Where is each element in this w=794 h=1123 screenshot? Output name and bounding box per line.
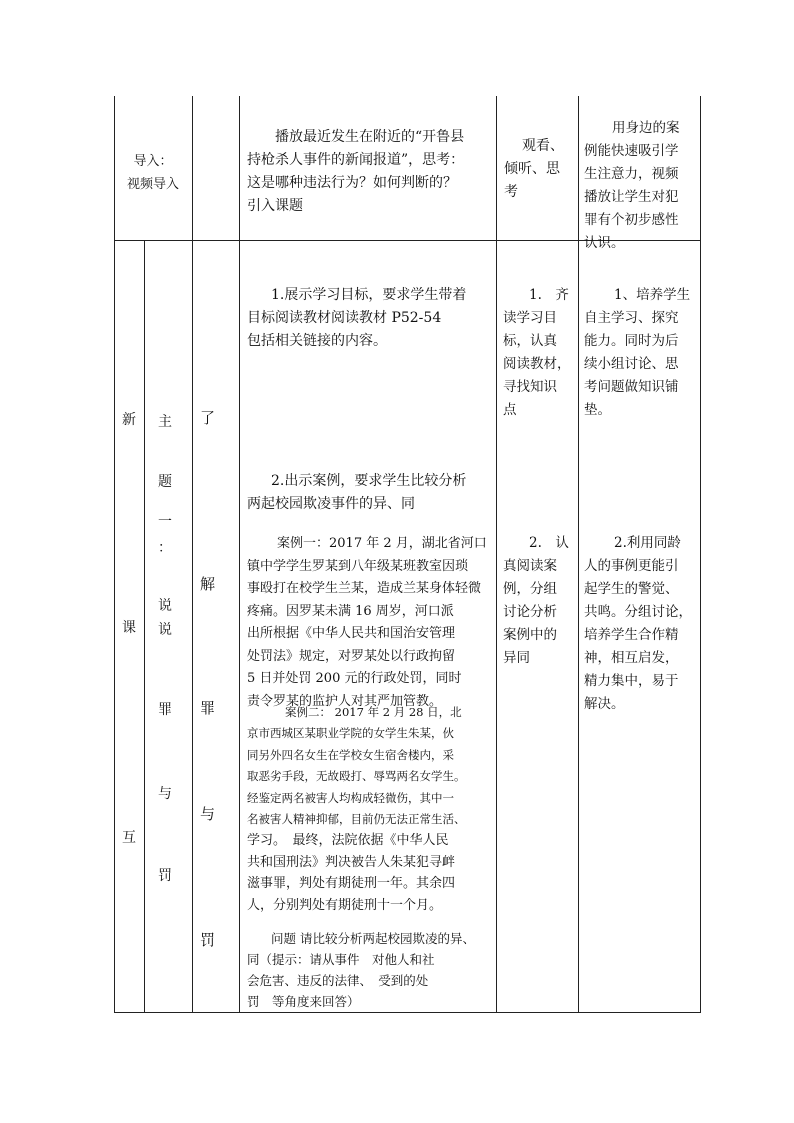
topic-char-7: 罪	[158, 702, 172, 718]
intro-activity: 播放最近发生在附近的“开鲁县 持枪杀人事件的新闻报道”，思考： 这是哪种违法行为？如何判断的？ 引入课题	[247, 129, 465, 214]
design-intent-2: 2.利用同龄 人的事例更能引 起学生的警觉、 共鸣。分组讨论， 培养学生合作精 神，相互启发， 精力集中，易于 解决。	[584, 535, 692, 712]
intro-label	[114, 150, 192, 196]
section-char-ke: 课	[122, 620, 136, 636]
topic-char-3: 一	[158, 514, 172, 530]
intro-label-line1: 导入：	[133, 154, 173, 169]
question-text: 问题 请比较分析两起校园欺凌的异、 同（提示：请从事件 对他人和社 会危害、违反的法律、 受到的处 罚 等角度来回答）	[247, 931, 475, 1009]
task1-text: 1.展示学习目标，要求学生带着 目标阅读教材阅读教材 P52-54 包括相关链接的内容。	[247, 287, 467, 349]
case1-text: 案例一：2017 年 2 月，湖北省河口 镇中学学生罗某到八年级某班教室因琐 事殴打在校学生兰某，造成兰某身体轻微 疼痛。因罗某未满 16 周岁，河口派 出所根据《中华人民共和国治安管理 处罚法》规定，对罗某处以行政拘留 5 日并处罚 200 元的行政处罚，同时 责令罗某的监护人对其严加管教。	[247, 536, 487, 709]
col-divider-4	[496, 96, 497, 1013]
design-intent-1: 1、培养学生 自主学习、探究 能力。同时为后 续小组讨论、思 考问题做知识铺 垫。	[584, 287, 691, 418]
table-border-bottom	[114, 1012, 700, 1013]
student-activity-1: 1. 齐 读学习目 标，认真 阅读教材， 寻找知识 点	[503, 287, 571, 418]
intro-student-activity: 观看、 倾听、思 考	[504, 138, 564, 200]
case2-text: 案例二： 2017 年 2 月 28 日，北 京市西城区某职业学院的女学生朱某，伙 同另外四名女生在学校女生宿舍楼内，采 取恶劣手段，无故殴打、辱骂两名女学生。 经鉴定两名被害人均构成轻微伤，其中一 名被害人精神抑郁，目前仍无法正常生活、 学习。 最终，法院依据《中华人民 共和国刑法》判决被告人朱某犯寻衅 滋事罪，判处有期徒刑一年。其余四 人，分别判处有期徒刑十一个月。	[247, 705, 466, 913]
topic-char-2: 题	[158, 474, 172, 490]
intro-label-line2: 视频导入	[126, 177, 179, 192]
col-divider-2	[192, 96, 193, 1013]
student-activity-2: 2. 认 真阅读案 例，分组 讨论分析 案例中的 异同	[503, 535, 569, 666]
intro-design-intent: 用身边的案 例能快速吸引学 生注意力，视频 播放让学生对犯 罪有个初步感性 认识。	[584, 120, 680, 251]
section-char-hu: 互	[122, 830, 136, 846]
topic-char-5: 说	[158, 598, 172, 614]
table-border-right	[700, 96, 701, 1013]
stage-char-4: 与	[200, 805, 216, 823]
section-char-xin: 新	[122, 412, 136, 428]
col-divider-1	[144, 240, 145, 1013]
task2-text: 2.出示案例，要求学生比较分析 两起校园欺凌事件的异、同	[247, 473, 467, 512]
topic-char-6: 说	[158, 622, 172, 638]
table-border-left	[114, 96, 115, 1013]
stage-char-5: 罚	[200, 931, 216, 949]
col-divider-5	[578, 96, 579, 1013]
topic-char-9: 罚	[158, 868, 172, 884]
col-divider-3	[239, 96, 240, 1013]
stage-char-3: 罪	[200, 699, 216, 717]
stage-char-2: 解	[200, 575, 216, 593]
topic-char-8: 与	[158, 786, 172, 802]
topic-char-4: ：	[158, 540, 172, 556]
topic-char-1: 主	[158, 414, 172, 430]
stage-char-1: 了	[200, 409, 216, 427]
